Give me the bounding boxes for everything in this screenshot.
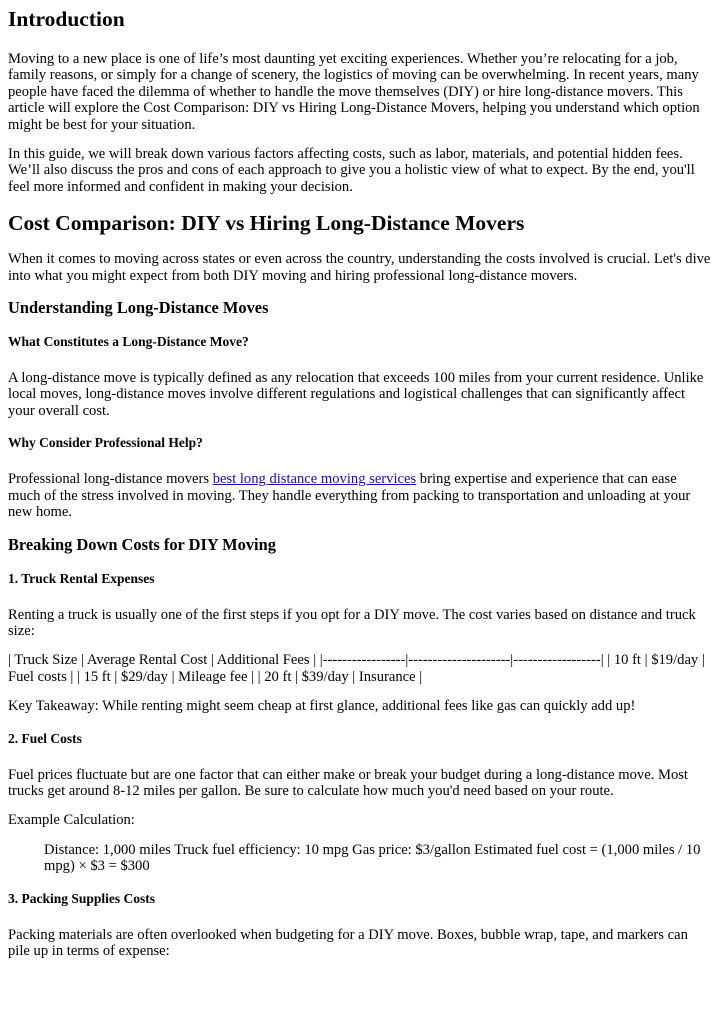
intro-heading: Introduction bbox=[8, 7, 125, 31]
what-constitutes-paragraph: A long-distance move is typically defined as any relocation that exceeds 100 miles from your current residence. Unlike local moves, long-distance moves involve different regulations and logistical challenges that can significantly affect your overall cost. bbox=[8, 370, 704, 419]
fuel-example-calculation: Distance: 1,000 miles Truck fuel efficiency: 10 mpg Gas price: $3/gallon Estimated fuel cost = (1,000 miles / 10 mpg) × $3 = $300 bbox=[44, 841, 701, 875]
packing-supplies-heading: 3. Packing Supplies Costs bbox=[8, 890, 156, 906]
comparison-paragraph: When it comes to moving across states or even across the country, understanding the costs involved is crucial. Let's dive into what you might expect from both DIY moving and hiring professional long-distance movers. bbox=[8, 251, 711, 284]
moving-services-link[interactable]: best long distance moving services bbox=[212, 471, 417, 488]
intro-paragraph-1: Moving to a new place is one of life’s most daunting yet exciting experiences. Whether you’re relocating for a job, family reasons, or simply for a change of scenery, the logistics of moving can be overwhelming. In recent years, many people have faced the dilemma of whether to handle the move themselves (DIY) or hire long-distance movers. This article will explore the Cost Comparison: DIY vs Hiring Long-Distance Movers, helping you understand which option might be best for your situation. bbox=[8, 51, 700, 133]
intro-paragraph-2: In this guide, we will break down various factors affecting costs, such as labor, materials, and potential hidden fees. We’ll also discuss the pros and cons of each approach to give you a holistic view of what to expect. By the end, you'll feel more informed and confident in making your decision. bbox=[8, 146, 695, 195]
fuel-example-label: Example Calculation: bbox=[8, 812, 135, 829]
comparison-heading: Cost Comparison: DIY vs Hiring Long-Distance Movers bbox=[8, 211, 525, 236]
what-constitutes-heading: What Constitutes a Long-Distance Move? bbox=[8, 334, 249, 350]
truck-rental-takeaway: Key Takeaway: While renting might seem cheap at first glance, additional fees like gas can quickly add up! bbox=[8, 698, 636, 715]
why-professional-heading: Why Consider Professional Help? bbox=[8, 435, 203, 451]
truck-rental-paragraph: Renting a truck is usually one of the first steps if you opt for a DIY move. The cost varies based on distance and truck size: bbox=[8, 606, 696, 639]
understanding-heading: Understanding Long-Distance Moves bbox=[8, 298, 269, 318]
fuel-costs-paragraph: Fuel prices fluctuate but are one factor that can either make or break your budget during a long-distance move. Most trucks get around 8-12 miles per gallon. Be sure to calculate how much you'd need based on your route. bbox=[8, 766, 688, 799]
truck-rental-table-text: | Truck Size | Average Rental Cost | Additional Fees | |-----------------|---------------------|------------------| | 10 ft | $19/day | Fuel costs | | 15 ft | $29/day | Mileage fee | | 20 ft | $39/day | Insurance | bbox=[8, 652, 705, 685]
packing-supplies-paragraph: Packing materials are often overlooked when budgeting for a DIY move. Boxes, bubble wrap, tape, and markers can pile up in terms of expense: bbox=[8, 926, 688, 959]
diy-heading: Breaking Down Costs for DIY Moving bbox=[8, 534, 276, 554]
truck-rental-heading: 1. Truck Rental Expenses bbox=[8, 570, 155, 586]
why-text-before: Professional long-distance movers bbox=[8, 471, 213, 488]
fuel-costs-heading: 2. Fuel Costs bbox=[8, 730, 82, 746]
why-professional-paragraph bbox=[8, 471, 712, 520]
why-text-after: bring expertise and experience that can ease much of the stress involved in moving. They handle everything from packing to transportation and unloading at your new home. bbox=[8, 471, 691, 521]
